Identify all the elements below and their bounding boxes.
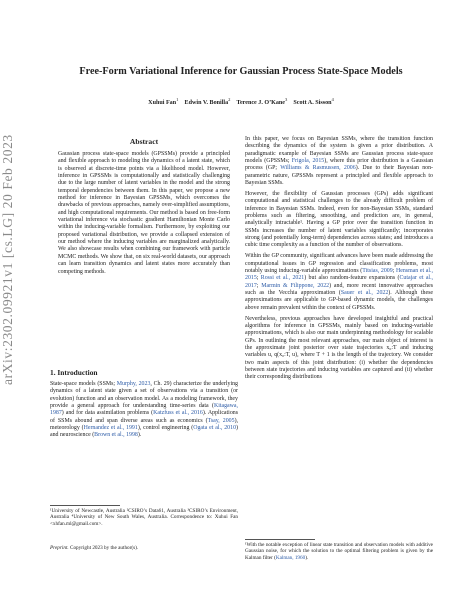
intro-heading: 1. Introduction (50, 368, 98, 377)
right-column (245, 136, 433, 385)
intro-paragraph: State-space models (SSMs; Murphy, 2023, Ch. 29) characterize the underlying dynamics of a latent state given a set of observations via a transition (or evolution) function and an observation model. As a modeling framework, they provide a general approach for understanding time-series data (Kitagawa, 1987) and for data assimilation problems (Katzfuss et al., 2016). Applications of SSMs abound and span diverse areas such as economics (Tsay, 2005), meteorology (Hernandez et al., 1991), control engineering (Ogata et al., 2010) and neuroscience (Brown et al., 1998). (50, 381, 239, 439)
citation-link[interactable]: Cutajar et al., 2017 (245, 275, 434, 289)
citation-link[interactable]: Ogata et al., 2010 (193, 425, 237, 432)
citation-link[interactable]: Tsay, 2005 (207, 417, 235, 424)
abstract-text: Gaussian process state-space models (GPSSMs) provide a principled and flexible approach to modeling the dynamics of a latent state, which is observed at discrete-time points via a likelihood model. However, inference in GPSSMs is computationally and statistically challenging due to the large number of latent variables in the model and the strong temporal dependencies between them. In this paper, we propose a new method for inference in Bayesian GPSSMs, which overcomes the drawbacks of previous approaches, namely over-simplified assumptions, and high computational requirements. Our method is based on free-form variational inference via stochastic gradient Hamiltonian Monte Carlo within the inducing-variable formalism. Furthermore, by exploiting our proposed variational distribution, we provide a collapsed extension of our method where the inducing variables are marginalized analytically. We also showcase results when combining our framework with particle MCMC methods. We show that, on six real-world datasets, our approach can learn transition dynamics and latent states more accurately than competing methods. (58, 151, 230, 275)
affiliations-footnote: ¹University of Newcastle, Australia ²CSIRO’s Data61, Australia ³CSIRO’s Environment, Australia ⁴University of New South Wales, Australia. Correspondence to: Xuhui Fan <xhfan.ml@gmail.com>. (50, 508, 238, 527)
transition-footnote: ¹With the notable exception of linear state transition and observation models with additive Gaussian noise, for which the solution to the optimal filtering problem is given by the Kalman filter (Kalman, 1960). (245, 542, 433, 561)
author-mark: 4 (331, 97, 334, 102)
author: Scott A. Sisson (293, 100, 332, 107)
footnote-rule (245, 539, 315, 540)
citation-link[interactable]: Kalman, 1960 (275, 554, 306, 561)
citation-link[interactable]: Marmin & Filippone, 2022 (261, 282, 330, 289)
citation-link[interactable]: Katzfuss et al., 2016 (153, 410, 203, 417)
body-paragraph: In this paper, we focus on Bayesian SSMs, where the transition function describing the dynamics of the system is given a prior distribution. A paradigmatic example of Bayesian SSMs are Gaussian process state-space models (GPSSMs; Frigola, 2015), where this prior distribution is a Gaussian process (GP; Williams & Rasmussen, 2006). Due to their Bayesian non-parametric nature, GPSSMs represent a principled and flexible approach to Bayesian SSMs. (245, 136, 433, 187)
copyright-text: Copyright 2023 by the author(s). (69, 545, 139, 551)
author-mark: 1 (176, 97, 179, 102)
author: Edwin V. Bonilla (184, 100, 229, 107)
citation-link[interactable]: Murphy, 2023 (116, 381, 151, 387)
citation-link[interactable]: Hernandez et al., 1991 (83, 425, 138, 432)
citation-link[interactable]: Titsias, 2009 (362, 268, 393, 275)
body-paragraph: Nevertheless, previous approaches have developed insightful and practical algorithms for inference in GPSSMs, mainly based on inducing-variable approximations, which is also our main underpinning methodology for scalable GPs. In outlining the most relevant approaches, our main object of interest is the approximate joint posterior over state trajectories x₀:T and inducing variables u, q(x₀:T, u), where T + 1 is the length of the trajectory. We consider two main aspects of this joint distribution: (i) whether the dependencies between state trajectories and inducing variables are captured and (ii) whether their corresponding distributions (245, 315, 433, 381)
author: Terence J. O’Kane (236, 100, 286, 107)
author-list (50, 96, 432, 107)
citation-link[interactable]: Hensman et al., 2015 (245, 268, 434, 282)
preprint-label: Preprint. (50, 545, 69, 551)
abstract-heading: Abstract (129, 137, 159, 146)
author: Xuhui Fan (148, 100, 177, 107)
body-paragraph: However, the flexibility of Gaussian processes (GPs) adds significant computational and statistical challenges to the already difficult problem of inference in Bayesian SSMs. Indeed, even for non-Bayesian SSMs, standard problems such as filtering, smoothing, and prediction are, in general, analytically intractable¹. Having a GP prior over the transition function in SSMs increases the number of latent variables significantly; incorporates strong (and potentially long-term) dependencies across states; and introduces a cubic time complexity as a function of the number of observations. (245, 191, 433, 249)
author-mark: 3 (285, 97, 288, 102)
body-paragraph: Within the GP community, significant advances have been made addressing the computational issues in GP regression and classification problems, most notably using inducing-variable approximations (Titsias, 2009; Hensman et al., 2015; Rossi et al., 2021) but also random-feature expansions (Cutajar et al., 2017; Marmin & Filippone, 2022) and, more recent innovative approaches such as the Vecchia approximation (Sauer et al., 2022). Although these approximations are applicable to GP-based dynamic models, the challenges above remain prevalent within the context of GPSSMs. (245, 253, 434, 311)
citation-link[interactable]: Brown et al., 1998 (94, 432, 138, 439)
paper-title: Free-Form Variational Inference for Gaussian Process State-Space Models (79, 66, 403, 77)
citation-link[interactable]: Rossi et al., 2021 (260, 275, 305, 282)
citation-link[interactable]: Kitagawa, 1987 (50, 403, 238, 417)
preprint-note (50, 545, 238, 552)
arxiv-stamp: arXiv:2302.09921v1 [cs.LG] 20 Feb 2023 (0, 134, 15, 385)
author-mark: 2 (228, 97, 231, 102)
citation-link[interactable]: Williams & Rasmussen, 2006 (280, 165, 356, 172)
citation-link[interactable]: Frigola, 2015 (291, 158, 325, 165)
citation-link[interactable]: Sauer et al., 2022 (340, 290, 389, 297)
footnote-rule (50, 505, 120, 506)
